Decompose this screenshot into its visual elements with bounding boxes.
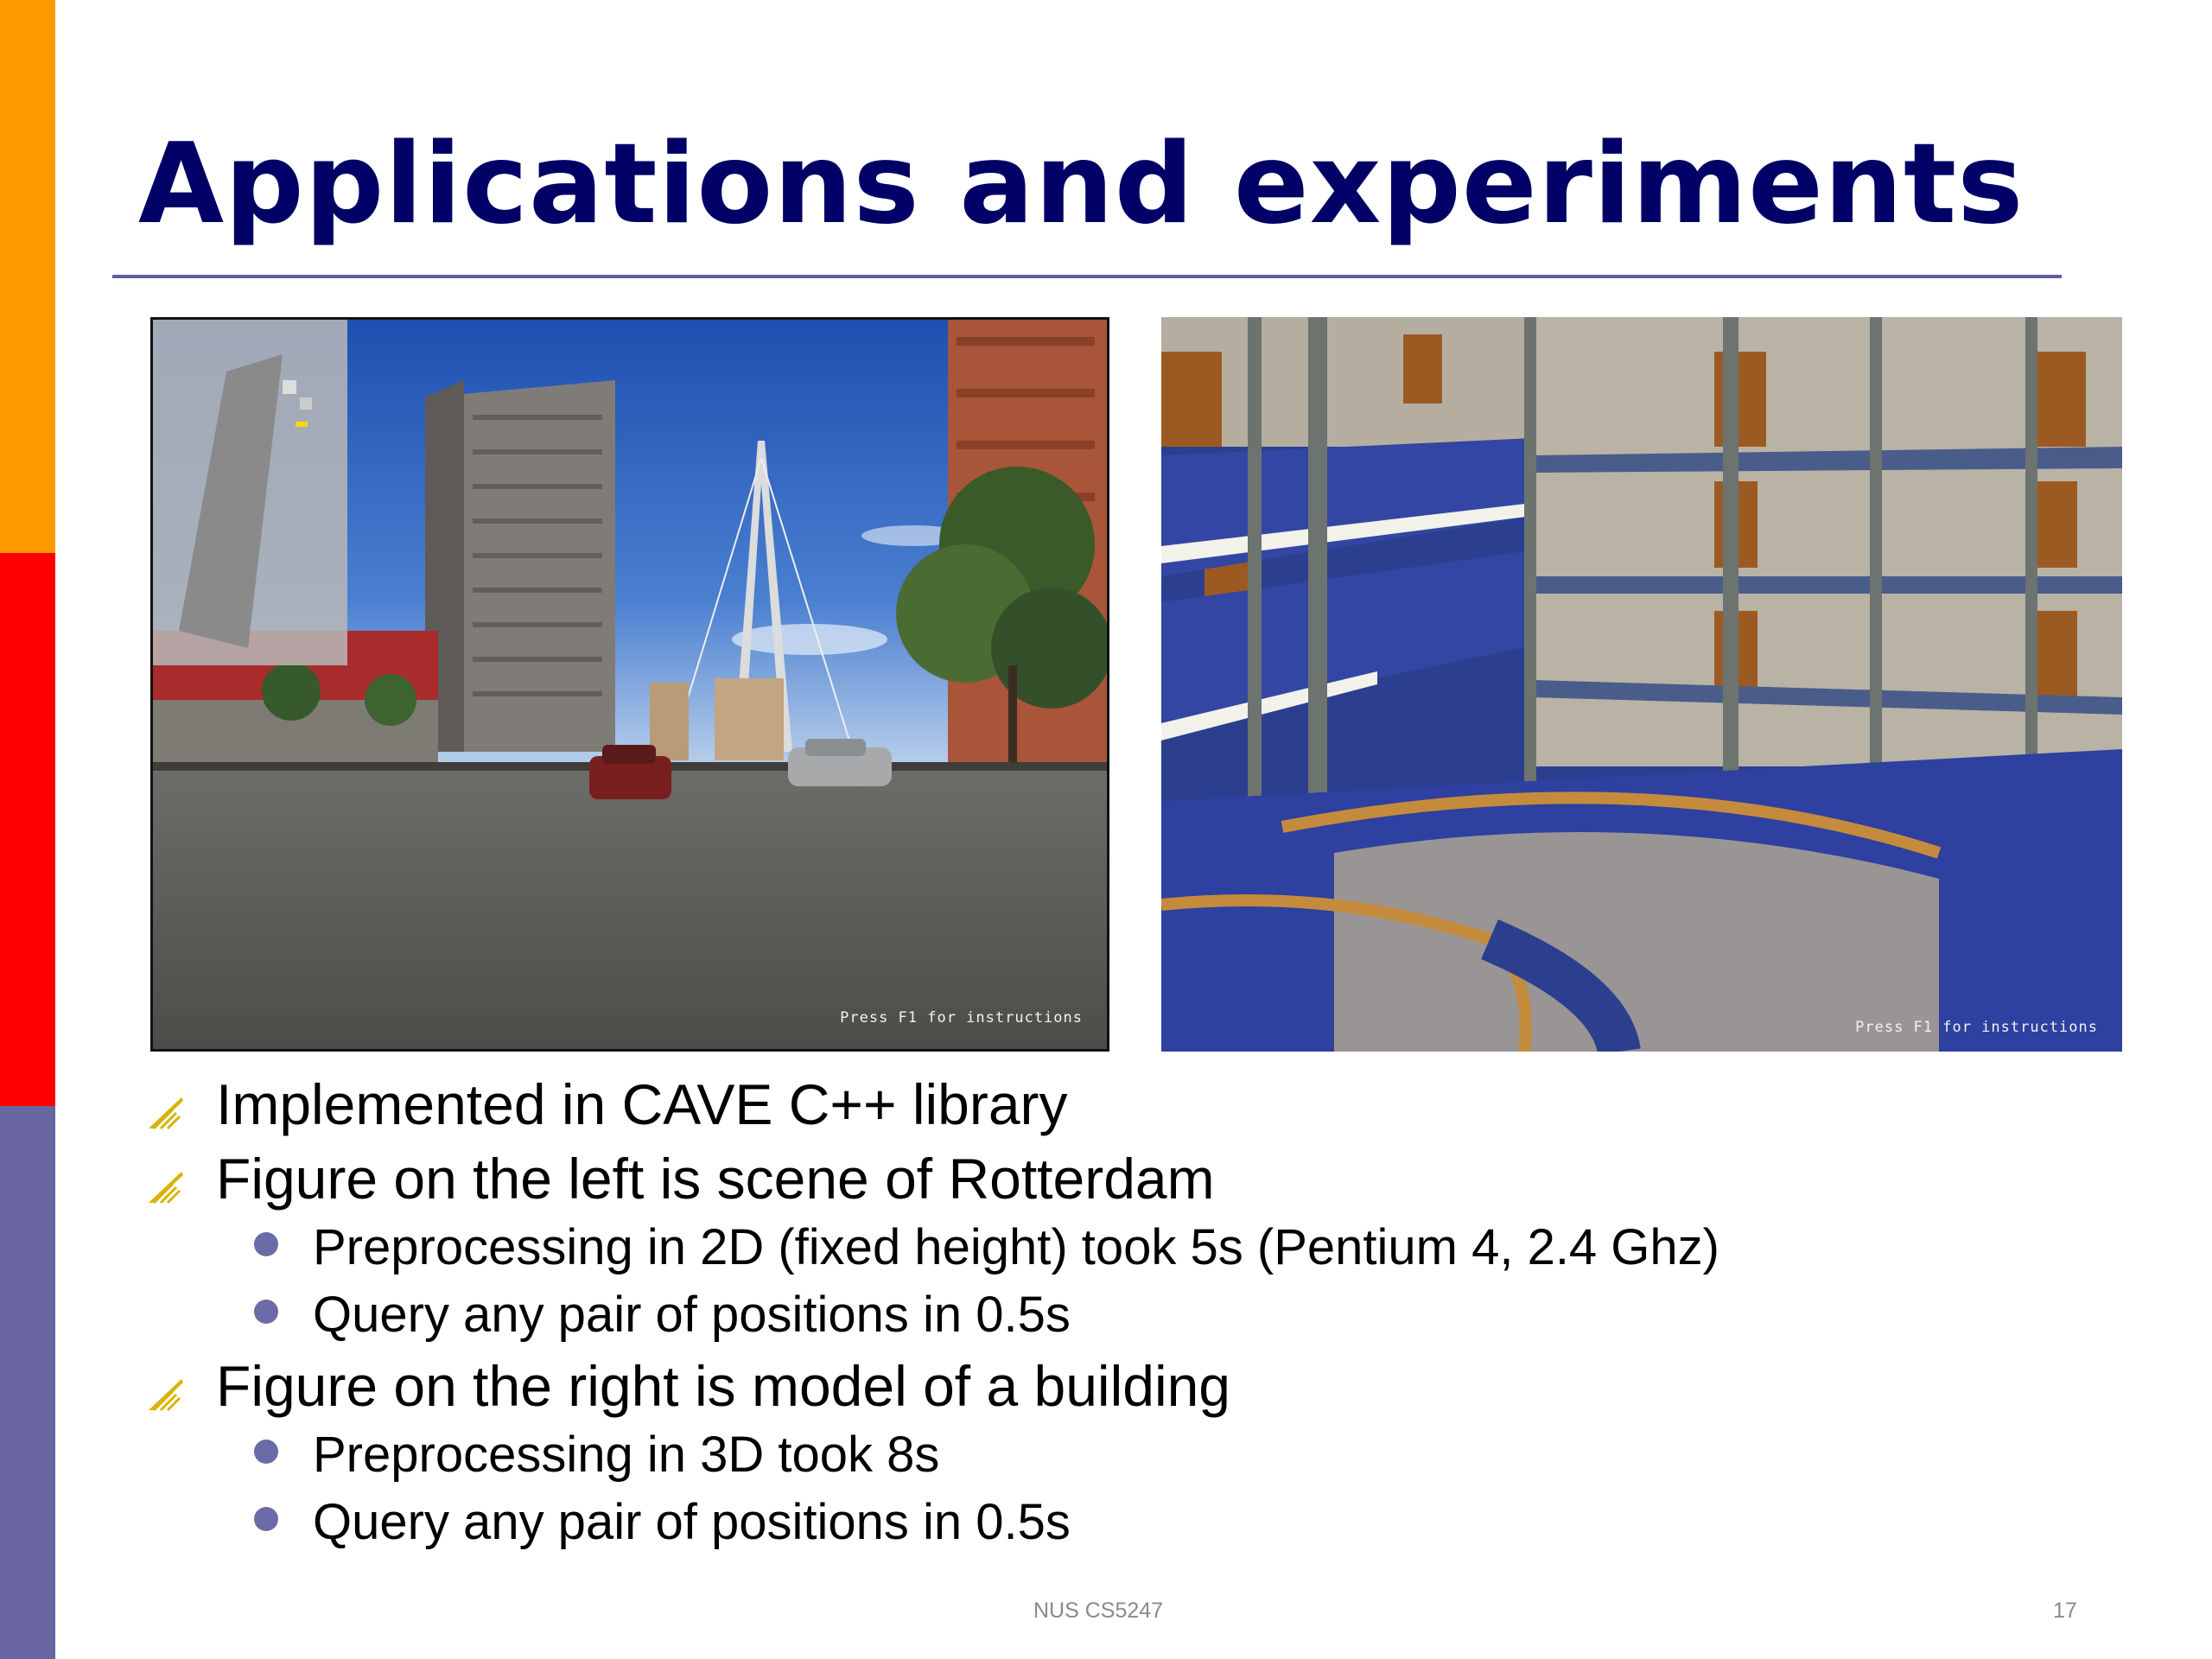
sub-bullet-dot-icon xyxy=(254,1440,278,1464)
bullet-item-2: Figure on the left is scene of Rotterdam xyxy=(216,1147,1215,1211)
slide-title: Applications and experiments xyxy=(138,120,2024,249)
building-model-image xyxy=(1161,317,2122,1052)
footer-course: NUS CS5247 xyxy=(1033,1599,1164,1623)
accent-bar-orange xyxy=(0,0,55,553)
rotterdam-scene-image xyxy=(153,320,1107,1049)
sub-bullet-dot-icon xyxy=(254,1300,278,1324)
figure-building-model xyxy=(1161,317,2122,1052)
title-underline xyxy=(112,275,2062,278)
sub-bullet-item-3: Preprocessing in 3D took 8s xyxy=(313,1427,940,1483)
accent-bar-purple xyxy=(0,1106,55,1659)
accent-bar-red xyxy=(0,553,55,1106)
press-f1-hint-left: Press F1 for instructions xyxy=(840,1009,1083,1027)
figure-rotterdam-scene xyxy=(150,317,1109,1052)
press-f1-hint-right: Press F1 for instructions xyxy=(1855,1019,2098,1036)
footer-page-number: 17 xyxy=(2053,1599,2077,1623)
sub-bullet-item-2: Query any pair of positions in 0.5s xyxy=(313,1287,1071,1343)
sub-bullet-item-4: Query any pair of positions in 0.5s xyxy=(313,1494,1071,1550)
sub-bullet-item-1: Preprocessing in 2D (fixed height) took 5s (Pentium 4, 2.4 Ghz) xyxy=(313,1219,1719,1275)
bullet-marker-icon xyxy=(147,1096,185,1130)
bullet-marker-icon xyxy=(147,1377,185,1412)
bullet-marker-icon xyxy=(147,1170,185,1205)
bullet-item-1: Implemented in CAVE C++ library xyxy=(216,1072,1068,1136)
sub-bullet-dot-icon xyxy=(254,1507,278,1531)
bullet-item-3: Figure on the right is model of a building xyxy=(216,1354,1231,1418)
sub-bullet-dot-icon xyxy=(254,1232,278,1256)
